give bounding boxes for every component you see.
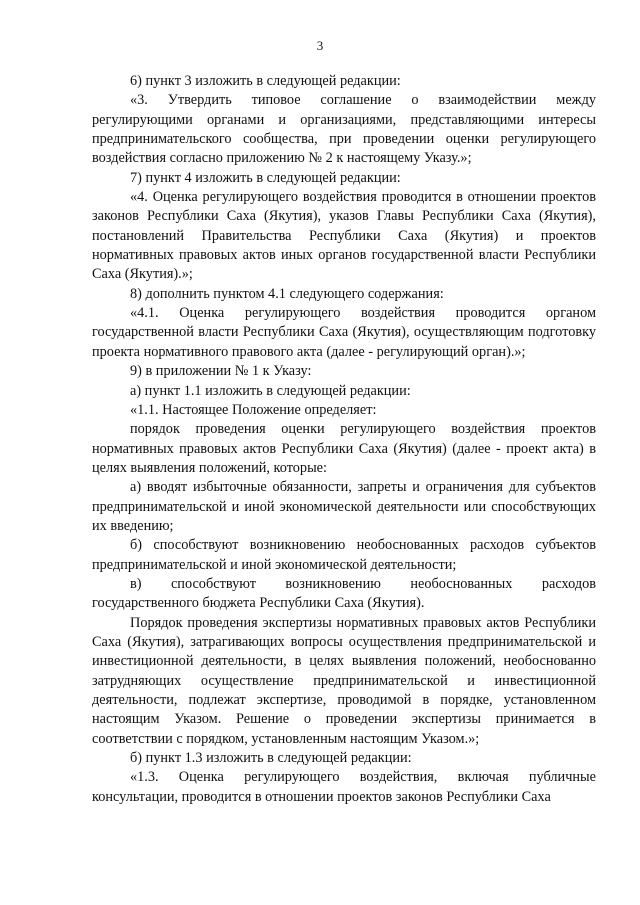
paragraph-list-v: в) способствуют возникновению необоснованных расходов государственного бюджета Республики Саха (Якутия).	[92, 575, 596, 612]
paragraph-list-a: а) вводят избыточные обязанности, запреты и ограничения для субъектов предпринимательской и иной экономической деятельности или способствующих их введению;	[92, 479, 596, 534]
paragraph-clause-1-1: «1.1. Настоящее Положение определяет:	[130, 401, 377, 418]
paragraph-subitem-b: б) пункт 1.3 изложить в следующей редакции:	[130, 750, 412, 767]
paragraph-item-8: 8) дополнить пунктом 4.1 следующего содержания:	[130, 285, 444, 302]
paragraph-clause-1-3: «1.3. Оценка регулирующего воздействия, включая публичные консультации, проводится в отношении проектов законов Республики Саха	[92, 769, 596, 805]
paragraph-item-7: 7) пункт 4 изложить в следующей редакции:	[130, 169, 401, 186]
page-number: 3	[316, 38, 324, 53]
paragraph-procedure: порядок проведения оценки регулирующего воздействия проектов нормативных правовых актов Республики Саха (Якутия) (далее - проект акта) в целях выявления положений, которые:	[92, 421, 596, 476]
paragraph-item-6: 6) пункт 3 изложить в следующей редакции:	[130, 73, 401, 89]
paragraph-expertise: Порядок проведения экспертизы нормативных правовых актов Республики Саха (Якутия), затрагивающих вопросы осуществления предпринимательской и инвестиционной деятельности, в целях выявления положений, необоснованно затрудняющих осуществление предпринимательской и инвестиционной деятельности, подлежат экспертизе, проводимой в порядке, установленном настоящим Указом. Решение о проведении экспертизы принимается в соответствии с порядком, установленным настоящим Указом.»;	[92, 614, 596, 747]
paragraph-list-b: б) способствуют возникновению необоснованных расходов субъектов предпринимательской и иной экономической деятельности;	[92, 537, 596, 573]
paragraph-subitem-a: а) пункт 1.1 изложить в следующей редакции:	[130, 382, 411, 399]
document-body	[92, 72, 596, 807]
paragraph-clause-3: «3. Утвердить типовое соглашение о взаимодействии между регулирующими органами и организациями, представляющими интересы предпринимательского сообщества, при проведении оценки регулирующего воздействия согласно приложению № 2 к настоящему Указу.»;	[92, 92, 596, 167]
paragraph-clause-4-1: «4.1. Оценка регулирующего воздействия проводится органом государственной власти Республики Саха (Якутия), осуществляющим подготовку проекта нормативного правового акта (далее - регулирующий орган).»;	[92, 305, 596, 360]
paragraph-clause-4: «4. Оценка регулирующего воздействия проводится в отношении проектов законов Республики Саха (Якутия), указов Главы Республики Саха (Якутия), постановлений Правительства Республики Саха (Якутия) и проектов нормативных правовых актов иных органов государственной власти Республики Саха (Якутия).»;	[92, 189, 596, 283]
paragraph-item-9: 9) в приложении № 1 к Указу:	[130, 363, 312, 380]
